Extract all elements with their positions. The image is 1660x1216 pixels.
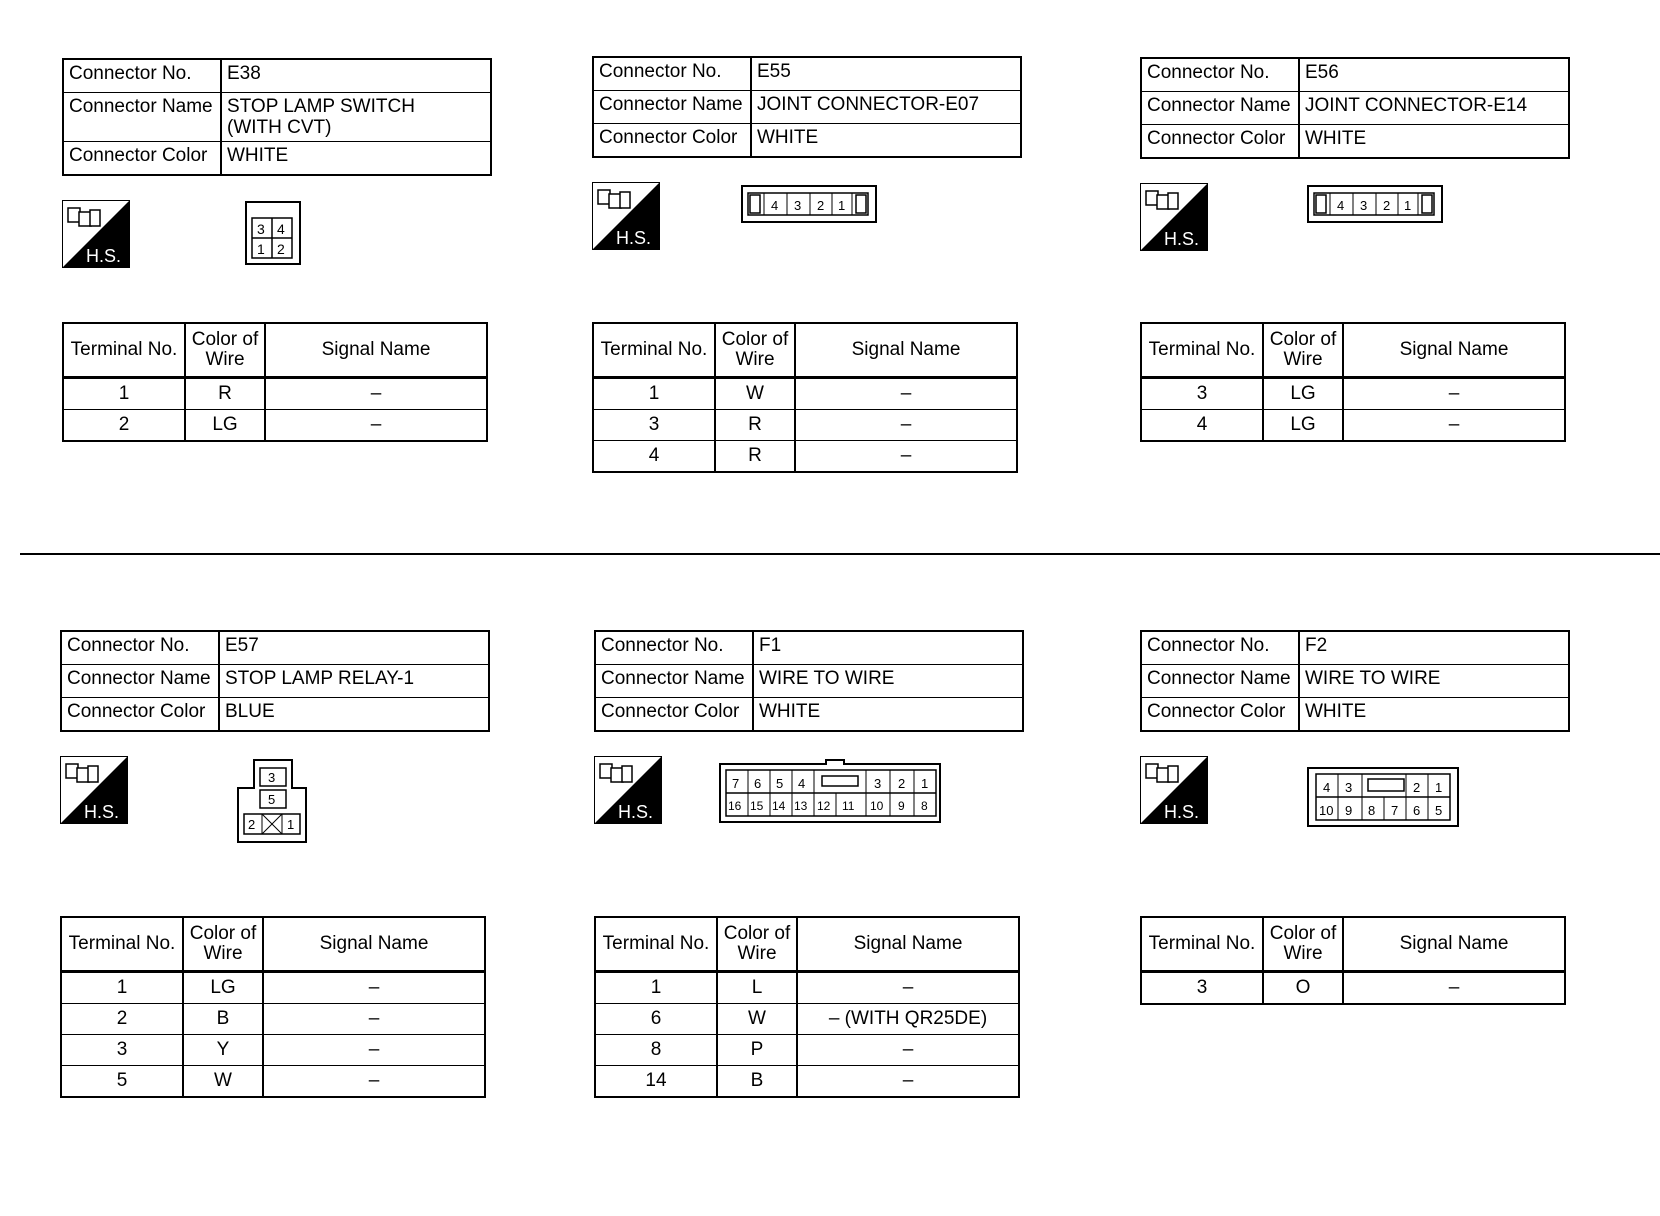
terminal-cell: 1 — [63, 378, 185, 410]
signal-cell: – — [795, 378, 1017, 410]
pin-label: 1 — [1435, 780, 1443, 795]
harness-side-icon — [60, 756, 128, 824]
wire-cell: B — [183, 1004, 263, 1035]
terminal-no-header: Terminal No. — [1141, 917, 1263, 972]
signal-name-header: Signal Name — [797, 917, 1019, 972]
wire-cell: W — [183, 1066, 263, 1098]
pin-table-e55-wrap — [592, 322, 1022, 473]
connector-no-label: Connector No. — [1141, 58, 1299, 92]
section-divider — [20, 553, 1660, 555]
connector-no-value: E56 — [1299, 58, 1569, 92]
table-row — [1141, 378, 1565, 410]
pin-label: 9 — [898, 799, 905, 813]
pin-label: 4 — [1323, 780, 1331, 795]
harness-side-icon — [592, 182, 660, 250]
signal-cell: – — [263, 1004, 485, 1035]
connector-name-value: WIRE TO WIRE — [1299, 665, 1569, 698]
terminal-no-header: Terminal No. — [61, 917, 183, 972]
wire-text: Wire — [1283, 349, 1323, 370]
connector-color-label: Connector Color — [1141, 698, 1299, 732]
connector-color-value: BLUE — [219, 698, 489, 732]
wire-cell: R — [185, 378, 265, 410]
terminal-cell: 3 — [1141, 972, 1263, 1005]
wire-cell: P — [717, 1035, 797, 1066]
terminal-cell: 4 — [593, 441, 715, 473]
signal-cell: – — [263, 1035, 485, 1066]
pin-table — [592, 322, 1018, 473]
connector-color-value: WHITE — [753, 698, 1023, 732]
signal-name-header: Signal Name — [795, 323, 1017, 378]
table-row — [61, 972, 485, 1004]
connector-no-label: Connector No. — [1141, 631, 1299, 665]
connector-info-table — [60, 630, 490, 732]
terminal-no-header: Terminal No. — [593, 323, 715, 378]
pin-label: 4 — [798, 776, 806, 791]
table-row — [61, 1066, 485, 1098]
signal-cell: – — [797, 1066, 1019, 1098]
color-of-text: Color of — [191, 329, 259, 350]
signal-cell: – — [263, 1066, 485, 1098]
signal-name-header: Signal Name — [265, 323, 487, 378]
table-row — [593, 378, 1017, 410]
table-row — [595, 1035, 1019, 1066]
pin-label: 3 — [794, 198, 802, 213]
pin-label: 10 — [1319, 803, 1334, 818]
wire-cell: R — [715, 410, 795, 441]
hs-label: H.S. — [616, 228, 652, 248]
pin-label: 10 — [870, 799, 884, 813]
connector-face-f2 — [1306, 766, 1460, 828]
hs-label: H.S. — [86, 246, 122, 266]
pin-label: 1 — [921, 776, 929, 791]
wire-cell: LG — [185, 410, 265, 442]
pin-label: 2 — [1383, 198, 1391, 213]
hs-label: H.S. — [84, 802, 120, 822]
signal-cell: – — [795, 441, 1017, 473]
pin-label: 3 — [268, 770, 276, 785]
wire-color-header — [715, 323, 795, 378]
connector-info-table — [1140, 57, 1570, 159]
connector-color-label: Connector Color — [593, 124, 751, 158]
table-row — [63, 378, 487, 410]
pin-label: 2 — [817, 198, 825, 213]
table-row — [61, 1035, 485, 1066]
pin-label: 2 — [248, 817, 256, 832]
connector-no-value: E57 — [219, 631, 489, 665]
signal-name-header: Signal Name — [1343, 323, 1565, 378]
pin-label: 5 — [1435, 803, 1443, 818]
signal-cell: – — [1343, 972, 1565, 1005]
pin-label: 3 — [257, 221, 265, 237]
connector-no-label: Connector No. — [61, 631, 219, 665]
table-row — [1141, 410, 1565, 442]
connector-no-label: Connector No. — [593, 57, 751, 91]
pin-table — [1140, 916, 1566, 1005]
connector-name-label: Connector Name — [595, 665, 753, 698]
wire-cell: Y — [183, 1035, 263, 1066]
connector-name-label: Connector Name — [63, 93, 221, 142]
pin-label: 15 — [750, 799, 764, 813]
pin-label: 1 — [287, 817, 295, 832]
connector-color-label: Connector Color — [1141, 125, 1299, 159]
connector-name-label: Connector Name — [593, 91, 751, 124]
connector-name-line1: STOP LAMP SWITCH — [227, 96, 415, 117]
pin-table-e56-wrap — [1140, 322, 1570, 442]
connector-name-value — [221, 93, 491, 142]
connector-color-value: WHITE — [1299, 125, 1569, 159]
color-of-text: Color of — [723, 923, 791, 944]
wire-cell: W — [715, 378, 795, 410]
pin-label: 1 — [257, 241, 265, 257]
connector-face-f1 — [718, 758, 944, 826]
signal-cell: – — [797, 1035, 1019, 1066]
terminal-cell: 1 — [593, 378, 715, 410]
pin-table — [62, 322, 488, 442]
hs-label: H.S. — [618, 802, 654, 822]
color-of-text: Color of — [721, 329, 789, 350]
pin-table-e38-wrap — [62, 322, 492, 442]
connector-color-value: WHITE — [221, 142, 491, 176]
signal-cell: – — [795, 410, 1017, 441]
connector-block-f2 — [1140, 630, 1570, 732]
wire-color-header — [717, 917, 797, 972]
terminal-cell: 2 — [63, 410, 185, 442]
pin-label: 4 — [277, 221, 285, 237]
table-row — [595, 1004, 1019, 1035]
pin-table — [594, 916, 1020, 1098]
pin-label: 7 — [732, 776, 740, 791]
pin-label: 4 — [771, 198, 779, 213]
connector-name-label: Connector Name — [1141, 92, 1299, 125]
pin-label: 2 — [277, 241, 285, 257]
terminal-cell: 3 — [1141, 378, 1263, 410]
terminal-no-header: Terminal No. — [63, 323, 185, 378]
wire-cell: LG — [1263, 410, 1343, 442]
signal-cell: – (WITH QR25DE) — [797, 1004, 1019, 1035]
terminal-cell: 3 — [61, 1035, 183, 1066]
pin-table — [60, 916, 486, 1098]
connector-name-line2: (WITH CVT) — [227, 117, 332, 138]
table-row — [1141, 972, 1565, 1005]
pin-label: 1 — [838, 198, 846, 213]
wire-cell: W — [717, 1004, 797, 1035]
connector-face-e55 — [740, 184, 880, 226]
wire-cell: LG — [1263, 378, 1343, 410]
pin-label: 2 — [898, 776, 906, 791]
hs-label: H.S. — [1164, 802, 1200, 822]
signal-name-header: Signal Name — [263, 917, 485, 972]
signal-cell: – — [265, 410, 487, 442]
terminal-cell: 8 — [595, 1035, 717, 1066]
terminal-cell: 1 — [595, 972, 717, 1004]
table-row — [595, 1066, 1019, 1098]
signal-cell: – — [1343, 410, 1565, 442]
pin-label: 3 — [874, 776, 882, 791]
wire-color-header — [1263, 323, 1343, 378]
connector-name-value: STOP LAMP RELAY-1 — [219, 665, 489, 698]
pin-label: 14 — [772, 799, 786, 813]
signal-cell: – — [1343, 378, 1565, 410]
connector-no-label: Connector No. — [595, 631, 753, 665]
terminal-cell: 4 — [1141, 410, 1263, 442]
color-of-text: Color of — [189, 923, 257, 944]
pin-table-e57-wrap — [60, 916, 490, 1098]
connector-no-label: Connector No. — [63, 59, 221, 93]
wire-cell: LG — [183, 972, 263, 1004]
connector-no-value: F1 — [753, 631, 1023, 665]
signal-cell: – — [265, 378, 487, 410]
connector-name-label: Connector Name — [61, 665, 219, 698]
pin-label: 3 — [1360, 198, 1368, 213]
pin-label: 5 — [268, 792, 276, 807]
pin-label: 2 — [1413, 780, 1421, 795]
signal-name-header: Signal Name — [1343, 917, 1565, 972]
signal-cell: – — [263, 972, 485, 1004]
terminal-cell: 1 — [61, 972, 183, 1004]
wire-text: Wire — [205, 349, 245, 370]
terminal-cell: 6 — [595, 1004, 717, 1035]
connector-no-value: E38 — [221, 59, 491, 93]
signal-cell: – — [797, 972, 1019, 1004]
pin-label: 6 — [754, 776, 762, 791]
wire-text: Wire — [735, 349, 775, 370]
connector-name-value: WIRE TO WIRE — [753, 665, 1023, 698]
wire-color-header — [183, 917, 263, 972]
connector-block-f1 — [594, 630, 1024, 732]
wire-cell: O — [1263, 972, 1343, 1005]
terminal-no-header: Terminal No. — [1141, 323, 1263, 378]
connector-block-e57 — [60, 630, 490, 732]
terminal-cell: 3 — [593, 410, 715, 441]
table-row — [595, 972, 1019, 1004]
connector-info-table — [1140, 630, 1570, 732]
wire-cell: R — [715, 441, 795, 473]
connector-info-table — [594, 630, 1024, 732]
terminal-cell: 5 — [61, 1066, 183, 1098]
connector-no-value: F2 — [1299, 631, 1569, 665]
connector-color-value: WHITE — [751, 124, 1021, 158]
wire-color-header — [185, 323, 265, 378]
connector-info-table — [592, 56, 1022, 158]
wire-text: Wire — [737, 943, 777, 964]
wire-text: Wire — [1283, 943, 1323, 964]
connector-face-e38 — [244, 200, 304, 268]
connector-color-label: Connector Color — [595, 698, 753, 732]
wire-text: Wire — [203, 943, 243, 964]
connector-name-value: JOINT CONNECTOR-E14 — [1299, 92, 1569, 125]
pin-label: 13 — [794, 799, 808, 813]
connector-color-value: WHITE — [1299, 698, 1569, 732]
pin-label: 5 — [776, 776, 784, 791]
pin-label: 3 — [1345, 780, 1353, 795]
pin-label: 16 — [728, 799, 742, 813]
wire-color-header — [1263, 917, 1343, 972]
harness-side-icon — [1140, 183, 1208, 251]
connector-block-e55 — [592, 56, 1022, 158]
pin-table-f2-wrap — [1140, 916, 1570, 1005]
pin-label: 11 — [842, 799, 855, 813]
terminal-no-header: Terminal No. — [595, 917, 717, 972]
pin-label: 8 — [1368, 803, 1376, 818]
connector-face-e56 — [1306, 184, 1446, 226]
color-of-text: Color of — [1269, 329, 1337, 350]
wire-cell: B — [717, 1066, 797, 1098]
pin-label: 7 — [1391, 803, 1399, 818]
connector-face-e57 — [236, 758, 324, 846]
connector-name-value: JOINT CONNECTOR-E07 — [751, 91, 1021, 124]
table-row — [593, 410, 1017, 441]
pin-label: 1 — [1404, 198, 1412, 213]
connector-info-table — [62, 58, 492, 176]
harness-side-icon — [1140, 756, 1208, 824]
harness-side-icon — [594, 756, 662, 824]
hs-label: H.S. — [1164, 229, 1200, 249]
table-row — [61, 1004, 485, 1035]
pin-table-f1-wrap — [594, 916, 1024, 1098]
connector-no-value: E55 — [751, 57, 1021, 91]
connector-block-e56 — [1140, 57, 1570, 159]
terminal-cell: 2 — [61, 1004, 183, 1035]
pin-label: 6 — [1413, 803, 1421, 818]
connector-color-label: Connector Color — [63, 142, 221, 176]
color-of-text: Color of — [1269, 923, 1337, 944]
table-row — [593, 441, 1017, 473]
pin-label: 4 — [1337, 198, 1345, 213]
terminal-cell: 14 — [595, 1066, 717, 1098]
pin-label: 9 — [1345, 803, 1353, 818]
pin-table — [1140, 322, 1566, 442]
table-row — [63, 410, 487, 442]
connector-name-label: Connector Name — [1141, 665, 1299, 698]
connector-block-e38 — [62, 58, 492, 176]
harness-side-icon — [62, 200, 130, 268]
connector-color-label: Connector Color — [61, 698, 219, 732]
wire-cell: L — [717, 972, 797, 1004]
pin-label: 8 — [921, 799, 928, 813]
pin-label: 12 — [817, 799, 831, 813]
